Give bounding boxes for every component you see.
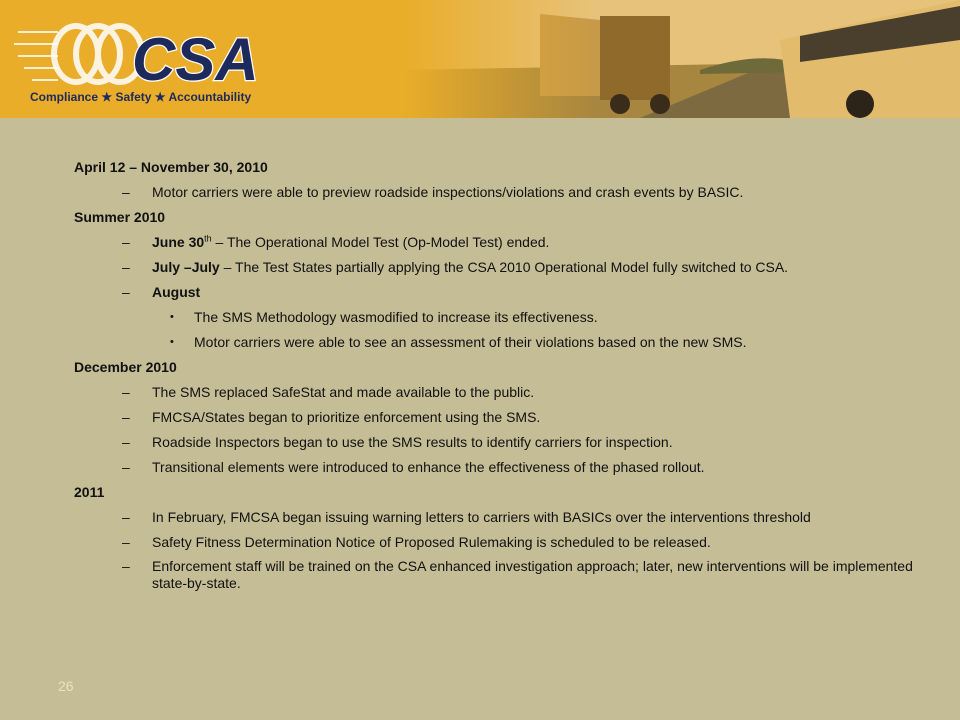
item-text: Motor carriers were able to see an assessment of their violations based on the new SMS. bbox=[194, 334, 747, 350]
list-item bbox=[74, 408, 914, 433]
item-text: Roadside Inspectors began to use the SMS results to identify carriers for inspection. bbox=[152, 434, 673, 450]
dash-marker: – bbox=[122, 234, 130, 250]
section-heading: April 12 – November 30, 2010 bbox=[74, 159, 268, 175]
list-item bbox=[74, 183, 914, 208]
bullet-marker: • bbox=[170, 336, 174, 348]
sub-list-item bbox=[74, 333, 914, 358]
list-item bbox=[74, 383, 914, 408]
item-bold: August bbox=[152, 284, 201, 300]
item-bold: July –July bbox=[152, 259, 220, 275]
list-item bbox=[74, 533, 914, 558]
dash-marker: – bbox=[122, 509, 130, 525]
bullet-marker: • bbox=[170, 311, 174, 323]
header-banner bbox=[0, 0, 960, 118]
item-text: Safety Fitness Determination Notice of Proposed Rulemaking is scheduled to be released. bbox=[152, 534, 711, 550]
item-text: The SMS replaced SafeStat and made available to the public. bbox=[152, 384, 535, 400]
dash-marker: – bbox=[122, 409, 130, 425]
item-text: Transitional elements were introduced to enhance the effectiveness of the phased rollout. bbox=[152, 459, 705, 475]
item-text: – The Operational Model Test (Op-Model Test) ended. bbox=[211, 234, 550, 250]
item-text: FMCSA/States began to prioritize enforcement using the SMS. bbox=[152, 409, 541, 425]
item-bold: June 30 bbox=[152, 234, 205, 250]
logo-lettering: CSA bbox=[132, 26, 259, 93]
list-item bbox=[74, 508, 914, 533]
item-text: Motor carriers were able to preview roadside inspections/violations and crash events by BASIC. bbox=[152, 184, 744, 200]
section-heading: Summer 2010 bbox=[74, 209, 166, 225]
list-item bbox=[74, 233, 914, 258]
item-text: The SMS Methodology wasmodified to increase its effectiveness. bbox=[194, 309, 598, 325]
dash-marker: – bbox=[122, 558, 130, 574]
dash-marker: – bbox=[122, 459, 130, 475]
timeline-content bbox=[74, 158, 914, 592]
dash-marker: – bbox=[122, 534, 130, 550]
item-text: Enforcement staff will be trained on the CSA enhanced investigation approach; later, new interventions will be implemented state-by-state. bbox=[152, 558, 913, 591]
sub-list-item bbox=[74, 308, 914, 333]
section-heading: December 2010 bbox=[74, 359, 177, 375]
list-item bbox=[74, 283, 914, 308]
item-text: In February, FMCSA began issuing warning letters to carriers with BASICs over the interventions threshold bbox=[152, 509, 811, 525]
dash-marker: – bbox=[122, 259, 130, 275]
list-item bbox=[74, 458, 914, 483]
dash-marker: – bbox=[122, 184, 130, 200]
list-item bbox=[74, 258, 914, 283]
list-item bbox=[74, 433, 914, 458]
list-item bbox=[74, 558, 914, 592]
item-superscript: th bbox=[204, 233, 212, 244]
dash-marker: – bbox=[122, 434, 130, 450]
tagline: Compliance ★ Safety ★ Accountability bbox=[30, 90, 252, 104]
section-heading: 2011 bbox=[74, 484, 105, 500]
item-text: – The Test States partially applying the CSA 2010 Operational Model fully switched to CSA. bbox=[219, 259, 789, 275]
dash-marker: – bbox=[122, 384, 130, 400]
page-number: 26 bbox=[58, 678, 74, 694]
dash-marker: – bbox=[122, 284, 130, 300]
